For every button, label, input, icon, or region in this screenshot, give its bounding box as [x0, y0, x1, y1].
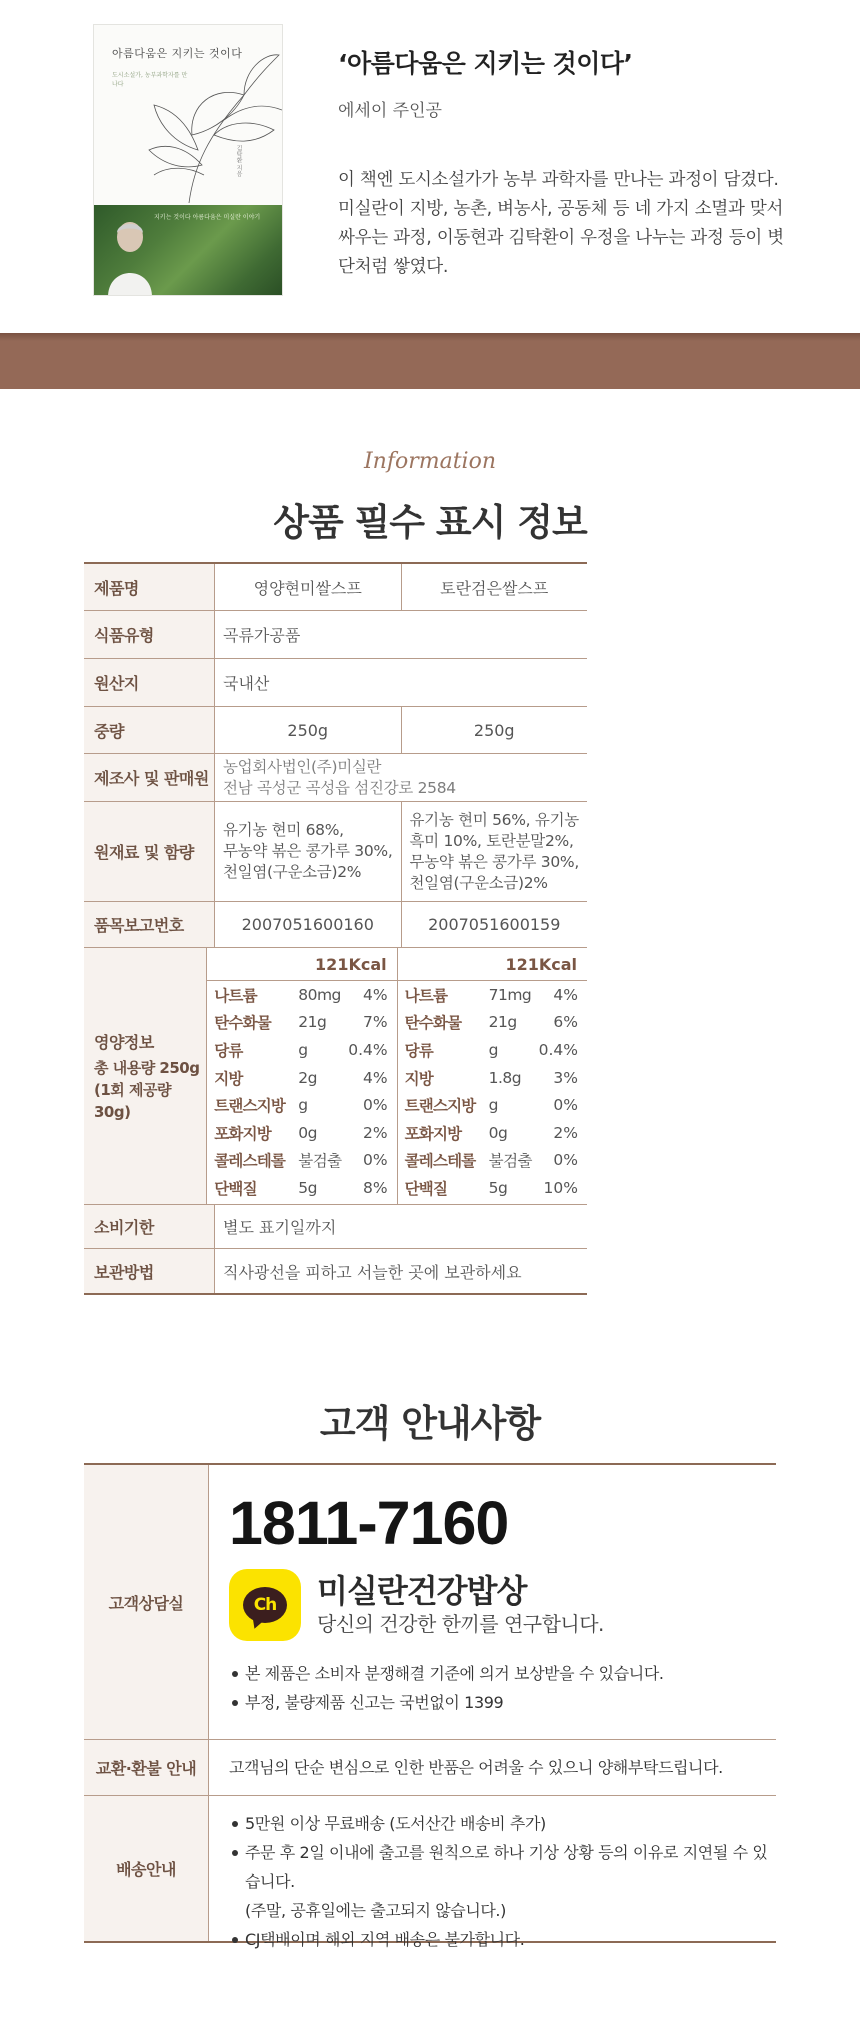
kcal-a: 121Kcal [207, 948, 396, 981]
nutrient-percent: 2% [553, 1123, 578, 1142]
nutrient-row [405, 1147, 580, 1175]
label-nutrition [84, 948, 207, 1204]
ingredient-line: 무농약 볶은 콩가루 30%, [223, 842, 393, 860]
nutrient-name: 콜레스테롤 [404, 1152, 476, 1171]
nutrient-percent: 0% [363, 1151, 388, 1170]
information-label: Information [363, 449, 497, 474]
nutrient-amount: g [488, 1040, 498, 1059]
nutrient-percent: 4% [363, 1068, 388, 1087]
nutrient-row [405, 1036, 580, 1064]
nutrient-row [214, 1009, 389, 1037]
kakao-channel[interactable] [229, 1569, 776, 1641]
customer-info-table [84, 1463, 776, 1949]
nutrient-name: 지방 [214, 1069, 243, 1088]
nutrient-name: 나트륨 [214, 986, 257, 1005]
nutrient-percent: 0.4% [348, 1040, 388, 1059]
nutrition-total: 총 내용량 250g [94, 1058, 200, 1077]
maker-name: 농업회사법인(주)미실란 [223, 757, 382, 776]
ingredients-b [402, 802, 588, 901]
row-food-type [84, 611, 587, 659]
report-number-a: 2007051600160 [215, 902, 402, 947]
exchange-content [209, 1740, 776, 1795]
ingredient-line: 유기농 현미 56%, 유기농 [409, 810, 579, 829]
ingredient-line: 무농약 볶은 콩가루 30%, [409, 852, 579, 871]
nutrient-percent: 4% [553, 985, 578, 1004]
label-exchange: 교환·환불 안내 [84, 1740, 209, 1795]
nutrient-row [405, 1009, 580, 1037]
storage-value: 직사광선을 피하고 서늘한 곳에 보관하세요 [223, 1262, 522, 1282]
nutrient-name: 트랜스지방 [214, 1097, 286, 1116]
cover-photo-text: 지키는 것이다 아름다움은 미실란 이야기 [154, 214, 261, 221]
nutrient-name: 나트륨 [404, 986, 448, 1005]
divider-band [0, 333, 860, 389]
nutrient-amount: 21g [298, 1013, 327, 1032]
shipping-delay-text: 주문 후 2일 이내에 출고를 원칙으로 하나 기상 상황 등의 이유로 지연될 수 있습니다. [245, 1843, 768, 1891]
ingredient-line: 흑미 10%, 토란분말2%, [409, 831, 574, 850]
customer-title: 고객 안내사항 [319, 1402, 541, 1445]
label-maker: 제조사 및 판매원 [84, 754, 215, 801]
nutrient-row [405, 1091, 580, 1119]
center-notice-list [229, 1659, 776, 1717]
book-section [0, 0, 860, 333]
row-product-name [84, 564, 587, 611]
row-weight [84, 707, 587, 754]
kcal-b: 121Kcal [398, 948, 587, 981]
nutrient-percent: 0% [553, 1096, 578, 1115]
nutrient-amount: g [298, 1096, 308, 1115]
row-exchange [84, 1740, 776, 1796]
maker-value [215, 754, 587, 801]
nutrient-row [405, 1174, 580, 1202]
label-report-number: 품목보고번호 [84, 902, 215, 947]
row-report-number [84, 902, 587, 948]
nutrient-percent: 0% [363, 1096, 388, 1115]
nutrient-amount: 5g [298, 1178, 317, 1197]
nutrition-label: 영양정보 [94, 1032, 154, 1052]
nutrient-percent: 7% [363, 1013, 388, 1032]
shipping-content [209, 1796, 776, 1949]
cover-title: 아름다움은 지키는 것이다 [112, 47, 243, 60]
nutrient-percent: 4% [363, 985, 388, 1004]
label-origin: 원산지 [84, 659, 215, 706]
list-item: 부정, 불량제품 신고는 국번없이 1399 [229, 1688, 776, 1717]
ingredient-line: 천일염(구운소금)2% [409, 873, 548, 892]
row-storage [84, 1249, 587, 1293]
label-storage: 보관방법 [84, 1249, 215, 1293]
cover-author: 김탁환 지음 [235, 145, 242, 177]
expiry-value: 별도 표기일까지 [223, 1218, 337, 1237]
row-nutrition [84, 948, 587, 1205]
nutrient-amount: 80mg [298, 985, 341, 1004]
nutrient-amount: g [298, 1040, 308, 1059]
food-type-value: 곡류가공품 [223, 626, 301, 645]
report-number-b: 2007051600159 [428, 915, 561, 934]
nutrition-serving: (1회 제공량 30g) [94, 1080, 171, 1121]
label-weight: 중량 [84, 707, 215, 753]
book-description: 이 책엔 도시소설가가 농부 과학자를 만나는 과정이 담겼다. 미실란이 지방, 농촌, 벼농사, 공동체 등 네 가지 소멸과 맞서 싸우는 과정, 이동현과 김탁환이 우정을 나누는 과정 등이 볏단처럼 쌓였다. [338, 170, 784, 277]
shipping-list [229, 1796, 776, 1967]
label-product-name: 제품명 [84, 564, 215, 610]
nutrient-percent: 3% [553, 1068, 578, 1087]
nutrient-percent: 10% [543, 1178, 578, 1197]
nutrient-name: 지방 [404, 1069, 433, 1088]
weight-b: 250g [473, 720, 515, 740]
list-item: 5만원 이상 무료배송 (도서산간 배송비 추가) [229, 1809, 776, 1838]
row-customer-center [84, 1465, 776, 1740]
exchange-text: 고객님의 단순 변심으로 인한 반품은 어려울 수 있으니 양해부탁드립니다. [229, 1758, 723, 1777]
nutrient-percent: 0% [553, 1151, 578, 1170]
nutrient-row [405, 981, 580, 1009]
kakao-slogan: 당신의 건강한 한끼를 연구합니다. [317, 1612, 604, 1636]
nutrition-col-b [398, 948, 587, 1204]
nutrient-row [214, 1119, 389, 1147]
list-item: CJ택배이며 해외 지역 배송은 불가합니다. [229, 1925, 776, 1954]
nutrient-name: 탄수화물 [214, 1014, 271, 1033]
label-expiry: 소비기한 [84, 1205, 215, 1248]
nutrient-name: 당류 [404, 1041, 433, 1060]
nutrient-name: 탄수화물 [404, 1014, 462, 1033]
cover-photo [94, 205, 283, 296]
book-cover-image [93, 24, 283, 296]
ingredient-line: 유기농 현미 68%, [223, 821, 344, 839]
ingredients-a [215, 802, 402, 901]
kakao-channel-name: 미실란건강밥상 [317, 1572, 527, 1610]
phone-number[interactable]: 1811-7160 [229, 1489, 509, 1557]
nutrition-col-a [207, 948, 397, 1204]
nutrient-row [214, 981, 389, 1009]
book-title: ‘아름다움은 지키는 것이다’ [338, 49, 633, 78]
product-name-a: 영양현미쌀스프 [215, 564, 402, 610]
nutrient-row [214, 1036, 389, 1064]
maker-address: 전남 곡성군 곡성읍 섬진강로 2584 [223, 778, 456, 797]
row-ingredients [84, 802, 587, 902]
product-info-table [84, 562, 587, 1295]
weight-a: 250g [215, 707, 402, 753]
nutrient-name: 포화지방 [404, 1124, 462, 1143]
origin-value: 국내산 [223, 674, 270, 693]
nutrient-row [214, 1147, 389, 1175]
row-origin [84, 659, 587, 707]
label-ingredients: 원재료 및 함량 [84, 802, 215, 901]
nutrient-amount: 0g [298, 1123, 317, 1142]
nutrient-name: 당류 [214, 1041, 243, 1060]
list-item: 본 제품은 소비자 분쟁해결 기준에 의거 보상받을 수 있습니다. [229, 1659, 776, 1688]
nutrient-percent: 0.4% [538, 1040, 578, 1059]
nutrient-amount: 5g [488, 1178, 508, 1197]
nutrient-amount: 71mg [488, 985, 532, 1004]
row-shipping [84, 1796, 776, 1949]
customer-center-content [209, 1465, 776, 1739]
nutrient-amount: 불검출 [488, 1152, 533, 1171]
nutrient-row [214, 1064, 389, 1092]
label-food-type: 식품유형 [84, 611, 215, 658]
nutrient-name: 단백질 [404, 1179, 448, 1198]
nutrient-amount: 0g [488, 1123, 508, 1142]
nutrient-name: 트랜스지방 [404, 1097, 476, 1116]
info-title: 상품 필수 표시 정보 [273, 501, 587, 544]
nutrient-name: 포화지방 [214, 1124, 271, 1143]
kakao-channel-icon[interactable] [229, 1569, 301, 1641]
nutrient-row [214, 1174, 389, 1202]
nutrient-amount: 2g [298, 1068, 317, 1087]
nutrient-row [405, 1119, 580, 1147]
ingredient-line: 천일염(구운소금)2% [223, 863, 362, 881]
kakao-bubble-icon: Ch [243, 1587, 287, 1623]
nutrient-amount: 21g [488, 1013, 517, 1032]
cover-subtitle: 도시소설가, 농부과학자를 만나다 [112, 72, 188, 88]
row-maker [84, 754, 587, 802]
label-shipping: 배송안내 [84, 1796, 209, 1941]
nutrient-name: 단백질 [214, 1179, 257, 1198]
nutrient-amount: 불검출 [298, 1152, 342, 1171]
nutrient-row [405, 1064, 580, 1092]
author-photo [104, 215, 156, 296]
product-name-b: 토란검은쌀스프 [440, 578, 549, 598]
row-expiry [84, 1205, 587, 1249]
book-author: 에세이 주인공 [338, 101, 442, 121]
kakao-text [317, 1572, 604, 1638]
nutrient-percent: 6% [553, 1013, 578, 1032]
nutrient-percent: 2% [363, 1123, 388, 1142]
nutrient-percent: 8% [363, 1178, 388, 1197]
shipping-holiday-text: (주말, 공휴일에는 출고되지 않습니다.) [245, 1901, 506, 1920]
label-customer-center: 고객상담실 [84, 1465, 209, 1739]
nutrient-amount: g [488, 1096, 498, 1115]
nutrient-name: 콜레스테롤 [214, 1152, 286, 1171]
list-item [229, 1838, 776, 1925]
nutrient-row [214, 1091, 389, 1119]
nutrient-amount: 1.8g [488, 1068, 522, 1087]
